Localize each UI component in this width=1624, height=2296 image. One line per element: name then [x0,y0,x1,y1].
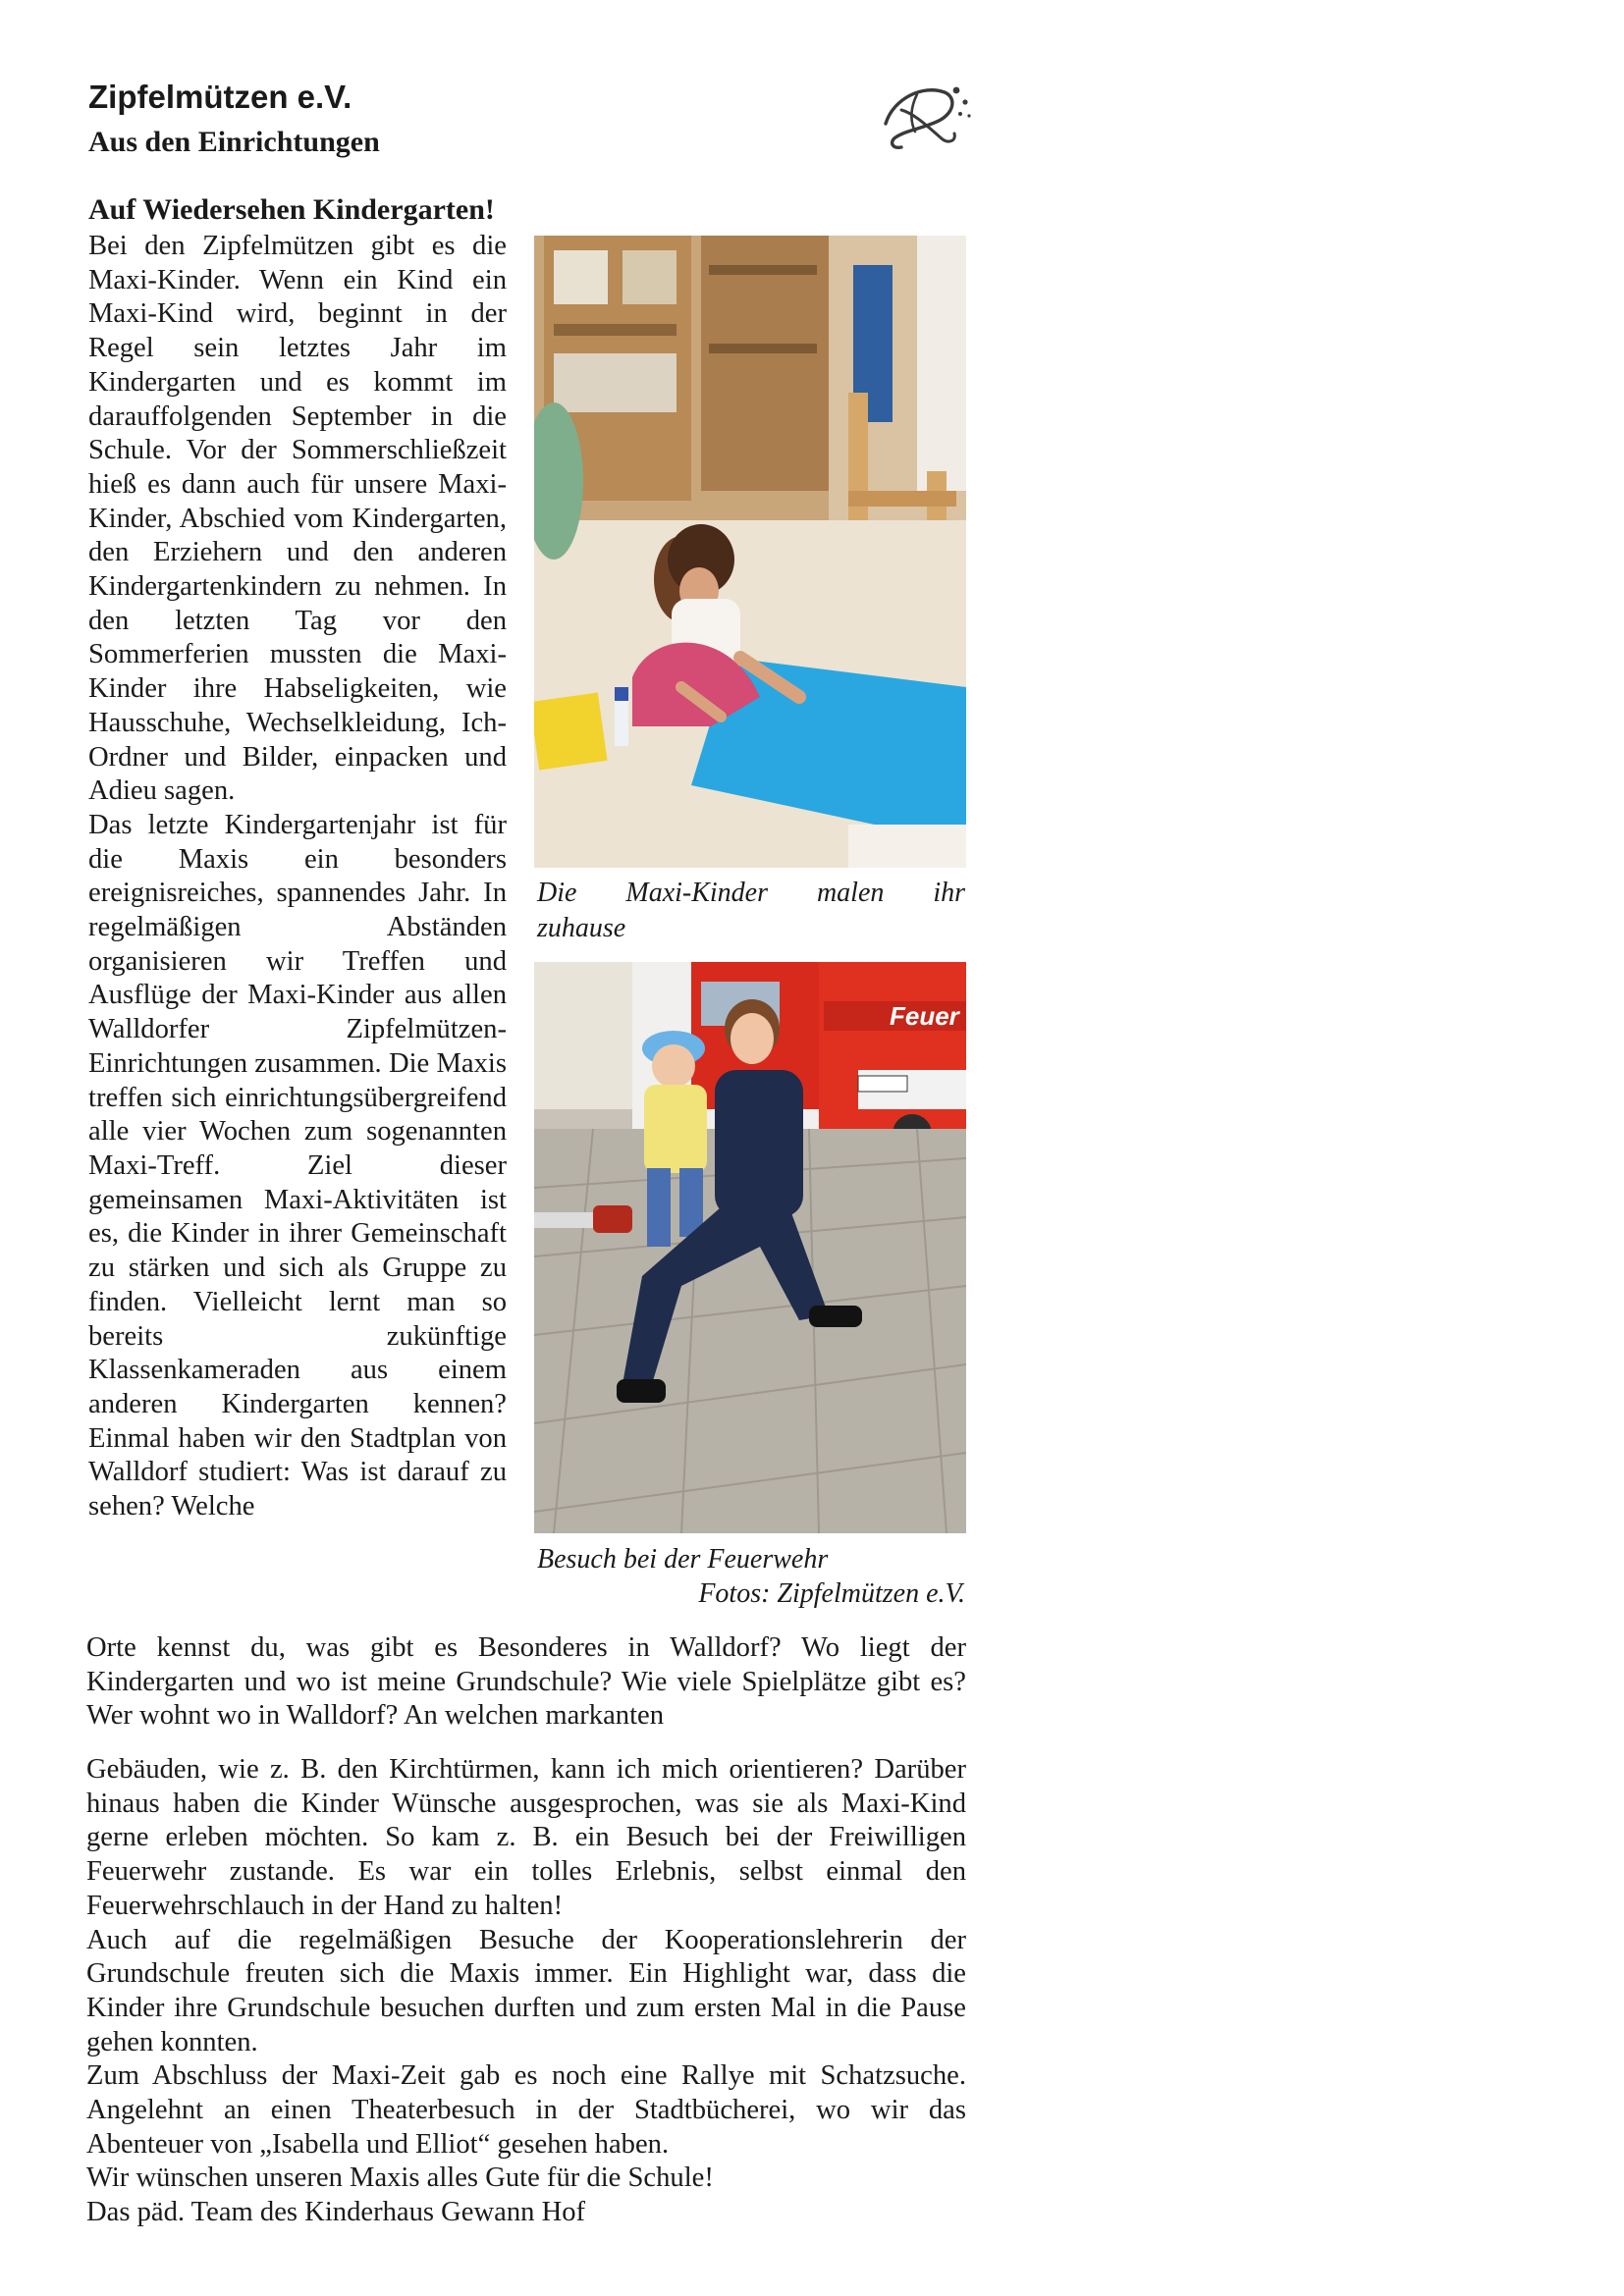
zipfelmuetzen-logo-icon [872,71,980,155]
paragraph: Orte kennst du, was gibt es Besonderes in Walldorf? Wo liegt der Kindergarten und wo ist meine Grundschule? Wie viele Spielplätze gibt es? Wer wohnt wo in Walldorf? An welchen markanten [86,1632,966,1732]
paragraph: Wir wünschen unseren Maxis alles Gute für die Schule! [86,2163,714,2194]
paragraph: Bei den Zipfelmützen gibt es die Maxi-Kinder. Wenn ein Kind ein Maxi-Kind wird, beginnt in der Regel sein letztes Jahr im Kindergarten und es kommt im darauffolgenden September in die Schule. Vor der Sommerschließzeit hieß es dann auch für unsere Maxi-Kinder, Abschied vom Kindergarten, den Erziehern und den anderen Kindergartenkindern zu nehmen. In den letzten Tag vor den Sommerferien mussten die Maxi-Kinder ihre Habseligkeiten, wie Hausschuhe, Wechselkleidung, Ich-Ordner und Bilder, einpacken und Adieu sagen. [88,231,507,807]
photo-fire-brigade-visit [534,962,966,1533]
paragraph: Auch auf die regelmäßigen Besuche der Kooperationslehrerin der Grundschule freuten sich die Maxis immer. Ein Highlight war, dass die Kinder ihre Grundschule besuchen durften und zum ersten Mal in die Pause gehen konnten. [86,1924,966,2057]
section-title: Aus den Einrichtungen [88,126,380,158]
truck-lettering: Feuer [890,1001,959,1031]
article-wide-text-continued [86,1753,966,2230]
photo-children-drawing [534,236,966,868]
photo-caption: Besuch bei der Feuerwehr [537,1544,829,1575]
article-title: Auf Wiedersehen Kindergarten! [88,193,495,226]
photo-caption: zuhause [537,913,626,943]
paragraph: Das letzte Kindergartenjahr ist für die Maxis ein besonders ereignisreiches, spannendes Jahr. In regelmäßigen Abständen organisieren wir Treffen und Ausflüge der Maxi-Kinder aus allen Walldorfer Zipfelmützen-Einrichtungen zusammen. Die Maxis treffen sich einrichtungsübergreifend alle vier Wochen zum sogenannten Maxi-Treff. Ziel dieser gemeinsamen Maxi-Aktivitäten ist es, die Kinder in ihrer Gemeinschaft zu stärken und sich als Gruppe zu finden. Vielleicht lernt man so bereits zukünftige Klassenkameraden aus einem anderen Kindergarten kennen? Einmal haben wir den Stadtplan von Walldorf studiert: Was ist darauf zu sehen? Welche [88,809,507,1522]
signature-line: Das päd. Team des Kinderhaus Gewann Hof [86,2197,586,2228]
photo-credit: Fotos: Zipfelmützen e.V. [698,1578,965,1609]
article-column-text [88,230,507,1524]
organization-name: Zipfelmützen e.V. [88,79,352,115]
photo-caption: Die Maxi-Kinder malen ihr [537,878,965,908]
article-wide-text [86,1631,966,1734]
paragraph: Gebäuden, wie z. B. den Kirchtürmen, kann ich mich orientieren? Darüber hinaus haben die Kinder Wünsche ausgesprochen, was sie als Maxi-Kind gerne erleben möchten. So kam z. B. ein Besuch bei der Freiwilligen Feuerwehr zustande. Es war ein tolles Erlebnis, selbst einmal den Feuerwehrschlauch in der Hand zu halten! [86,1754,966,1921]
paragraph: Zum Abschluss der Maxi-Zeit gab es noch eine Rallye mit Schatzsuche. Angelehnt an einen Theaterbesuch in der Stadtbücherei, wo wir das Abenteuer von „Isabella und Elliot“ gesehen haben. [86,2060,966,2160]
